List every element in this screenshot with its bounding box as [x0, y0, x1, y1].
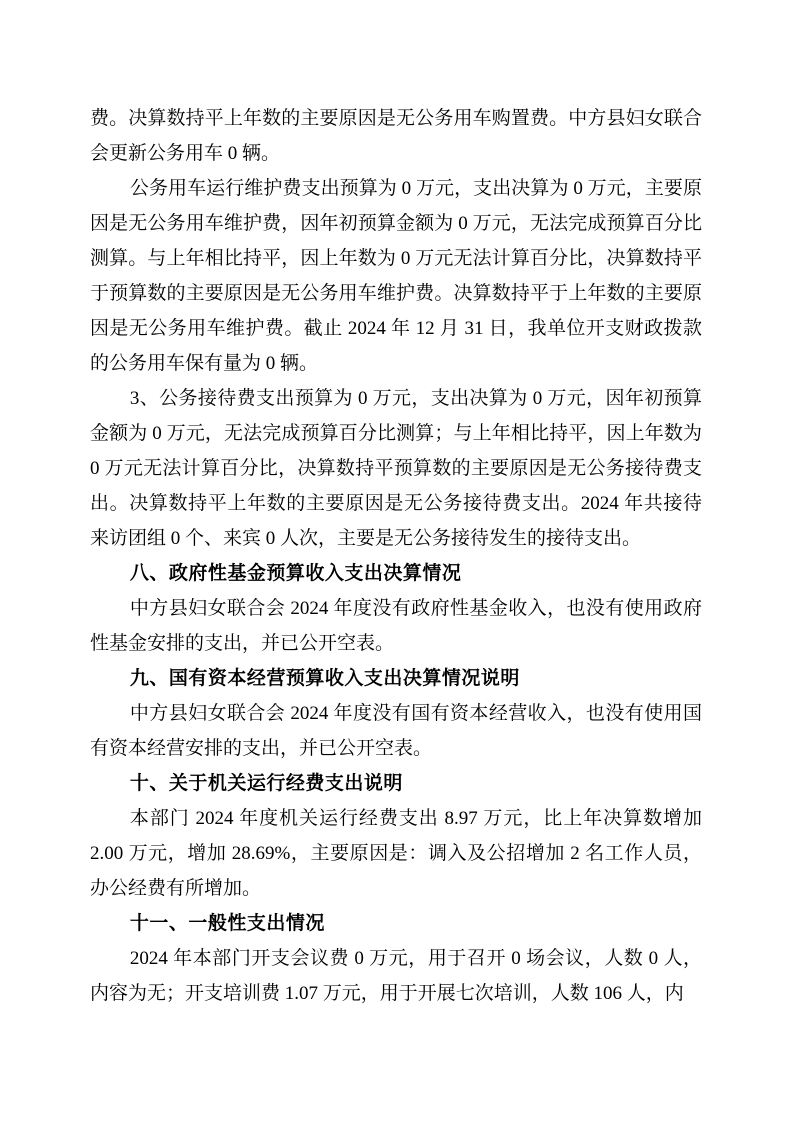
body-paragraph: 2024 年本部门开支会议费 0 万元，用于召开 0 场会议，人数 0 人，内容为无；开支培训费 1.07 万元，用于开展七次培训，人数 106 人，内 [90, 948, 702, 1004]
body-paragraph: 公务用车运行维护费支出预算为 0 万元，支出决算为 0 万元，主要原因是无公务用车维护费，因年初预算金额为 0 万元，无法完成预算百分比测算。与上年相比持平，因上年数为 0 万元无法计算百分比，决算数持平于预算数的主要原因是无公务用车维护费。决算数持平于上年数的主要原因是无公务用车维护费。截止 2024 年 12 月 31 日，我单位开支财政拨款的公务用车保有量为 0 辆。 [90, 178, 702, 374]
body-paragraph: 中方县妇女联合会 2024 年度没有国有资本经营收入，也没有使用国有资本经营安排的支出，并已公开空表。 [90, 703, 702, 759]
body-paragraph: 3、公务接待费支出预算为 0 万元，支出决算为 0 万元，因年初预算金额为 0 万元，无法完成预算百分比测算；与上年相比持平，因上年数为 0 万元无法计算百分比，决算数持平预算数的主要原因是无公务接待费支出。决算数持平上年数的主要原因是无公务接待费支出。2024 年共接待来访团组 0 个、来宾 0 人次，主要是无公务接待发生的接待支出。 [90, 388, 702, 549]
document-content [90, 101, 702, 1011]
section-heading: 十、关于机关运行经费支出说明 [129, 773, 403, 794]
body-paragraph: 中方县妇女联合会 2024 年度没有政府性基金收入，也没有使用政府性基金安排的支出，并已公开空表。 [90, 598, 702, 654]
section-heading: 九、国有资本经营预算收入支出决算情况说明 [129, 668, 520, 689]
body-paragraph: 本部门 2024 年度机关运行经费支出 8.97 万元，比上年决算数增加 2.00 万元，增加 28.69%，主要原因是：调入及公招增加 2 名工作人员，办公经费有所增加。 [90, 808, 702, 899]
section-heading: 八、政府性基金预算收入支出决算情况 [129, 563, 462, 584]
section-heading: 十一、一般性支出情况 [129, 913, 325, 934]
body-paragraph: 费。决算数持平上年数的主要原因是无公务用车购置费。中方县妇女联合会更新公务用车 0 辆。 [90, 108, 702, 164]
